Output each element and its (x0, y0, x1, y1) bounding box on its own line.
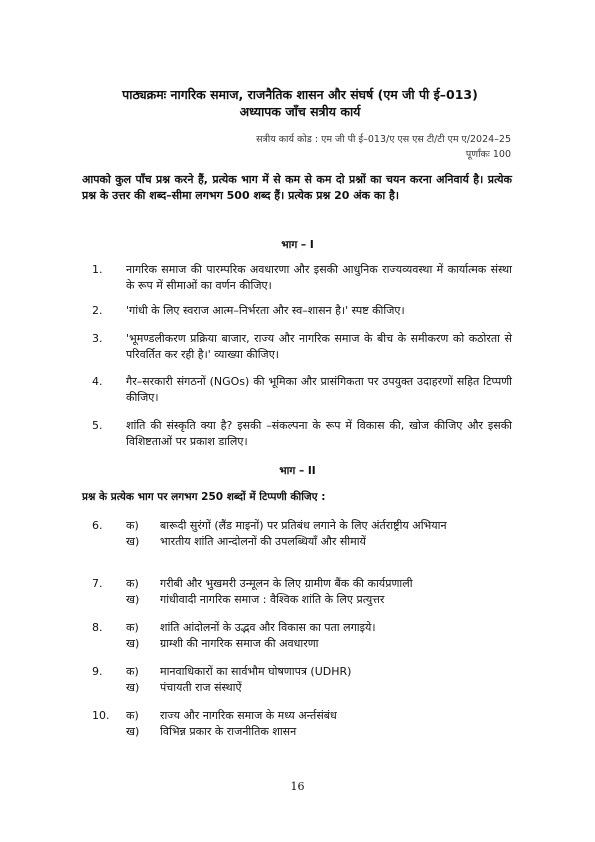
part-text: गरीबी और भुखमरी उन्मूलन के लिए ग्रामीण बैंक की कार्यप्रणाली (160, 577, 413, 590)
question-text: नागरिक समाज की पारम्परिक अवधारणा और इसकी आधुनिक राज्यव्यवस्था में कार्यात्मक संस्था के रूप में सीमाओं का वर्णन कीजिए। (126, 263, 512, 292)
question-part (92, 534, 512, 550)
question-number: 10. (92, 709, 110, 722)
part-label: क) (126, 519, 139, 532)
question-part (92, 680, 512, 696)
question-7 (92, 576, 512, 608)
part-text: ग्राम्शी की नागरिक समाज की अवधारणा (160, 637, 319, 650)
assignment-title: अध्यापक जाँच सत्रीय कार्य (239, 104, 361, 119)
question-part (92, 576, 512, 592)
section-1-heading: भाग – I (281, 239, 314, 251)
assignment-meta (256, 132, 511, 162)
question-number: 6. (92, 519, 103, 532)
part-text: गांधीवादी नागरिक समाज : वैश्विक शांति के लिए प्रत्युत्तर (160, 593, 385, 606)
question-number: 3. (92, 332, 103, 345)
question-part (92, 592, 512, 608)
part-label: क) (126, 709, 139, 722)
part-label: ख) (126, 725, 140, 738)
part-text: पंचायती राज संस्थाऐं (160, 681, 242, 694)
part-text: भारतीय शांति आन्दोलनों की उपलब्धियाँ और सीमायें (160, 535, 366, 548)
part-text: बारूदी सुरंगों (लैंड माइनों) पर प्रतिबंध लगाने के लिए अंर्तराष्ट्रीय अभियान (160, 519, 447, 532)
part-label: क) (126, 665, 139, 678)
question-text: 'भूमण्डलीकरण प्रक्रिया बाजार, राज्य और नागरिक समाज के बीच के समीकरण को कठोरता से परिवर्तित कर रही है।' व्याख्या कीजिए। (126, 332, 512, 361)
question-part (92, 620, 512, 636)
document-title (70, 86, 530, 120)
course-title: पाठ्यक्रमः नागरिक समाज, राजनैतिक शासन और संघर्ष (एम जी पी ई–013) (122, 87, 478, 102)
question-text: 'गांधी के लिए स्वराज आत्म–निर्भरता और स्व–शासन है।' स्पष्ट कीजिए। (126, 304, 405, 317)
question-10 (92, 708, 512, 740)
section-2-instructions: प्रश्न के प्रत्येक भाग पर लगभग 250 शब्दों में टिप्पणी कीजिए : (82, 491, 326, 503)
question-text: शांति की संस्कृति क्या है? इसकी –संकल्पना के रूप में विकास की, खोज कीजिए और इसकी विशिष्टताओं पर प्रकाश डालिए। (126, 419, 512, 448)
question-8 (92, 620, 512, 652)
question-number: 1. (92, 263, 103, 276)
question-6 (92, 518, 512, 550)
question-part (92, 518, 512, 534)
page-number: 16 (290, 780, 305, 793)
part-text: विभिन्न प्रकार के राजनीतिक शासन (160, 725, 297, 738)
part-label: ख) (126, 637, 140, 650)
question-part (92, 724, 512, 740)
question-part (92, 664, 512, 680)
assignment-code: सत्रीय कार्य कोड : एम जी पी ई–013/ए एस एस टी/टी एम ए/2024–25 (256, 134, 511, 145)
question-part (92, 636, 512, 652)
part-label: ख) (126, 535, 140, 548)
question-number: 2. (92, 304, 103, 317)
part-label: ख) (126, 593, 140, 606)
part-text: मानवाधिकारों का सार्वभौम घोषणापत्र (UDHR) (160, 665, 352, 678)
question-number: 5. (92, 419, 103, 432)
part-label: क) (126, 577, 139, 590)
general-instructions: आपको कुल पाँच प्रश्न करने हैं, प्रत्येक भाग में से कम से कम दो प्रश्नों का चयन करना अनिवार्य है। प्रत्येक प्रश्न के उत्तर की शब्द–सीमा लगभग 500 शब्द हैं। प्रत्येक प्रश्न 20 अंक का है। (82, 173, 512, 202)
question-text: गैर–सरकारी संगठनों (NGOs) की भूमिका और प्रासंगिकता पर उपयुक्त उदाहरणों सहित टिप्पणी कीजिए। (126, 375, 512, 404)
question-number: 9. (92, 665, 103, 678)
question-number: 7. (92, 577, 103, 590)
question-number: 4. (92, 375, 103, 388)
part-label: क) (126, 621, 139, 634)
total-marks: पूर्णांकः 100 (465, 149, 511, 160)
part-text: राज्य और नागरिक समाज के मध्य अर्न्तसंबंध (160, 709, 337, 722)
section-2-heading: भाग – II (279, 465, 316, 477)
part-label: ख) (126, 681, 140, 694)
question-part (92, 708, 512, 724)
question-9 (92, 664, 512, 696)
part-text: शांति आंदोलनों के उद्भव और विकास का पता लगाइये। (160, 621, 376, 634)
question-number: 8. (92, 621, 103, 634)
